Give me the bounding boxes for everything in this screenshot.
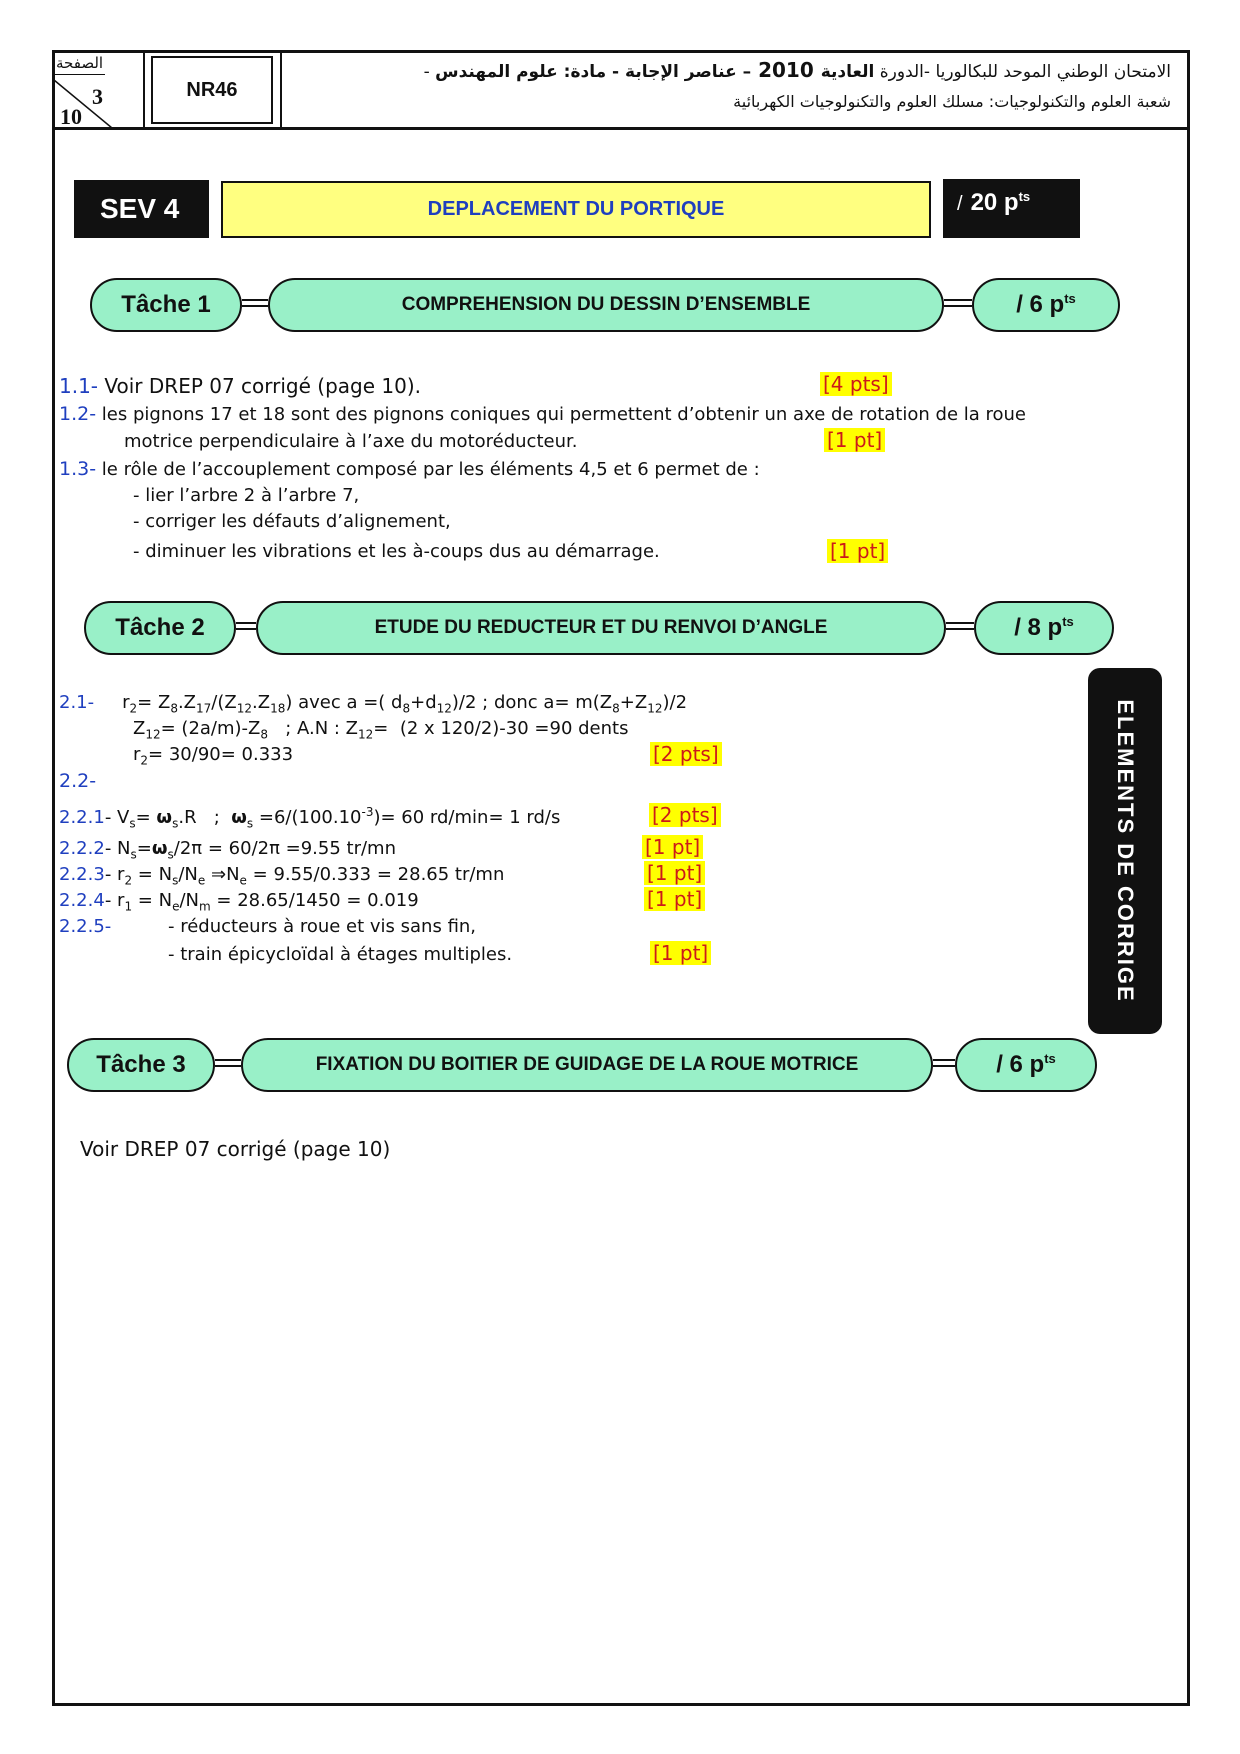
task-1-points: / 6 $p^{ts}$ [972,278,1120,332]
q2-2-5-points: [1 pt] [650,941,711,965]
task-1-banner [90,278,1120,332]
q2-2-5-bullet-2: - train épicycloïdal à étages multiples. [168,944,513,965]
task-2-name: Tâche 2 [84,601,236,655]
q1-3-bullet-2: - corriger les défauts d’alignement, [133,511,451,532]
task-1-title: COMPREHENSION DU DESSIN D’ENSEMBLE [268,278,944,332]
q1-2-points: [1 pt] [824,428,885,452]
side-label: ELEMENTS DE CORRIGE [1113,699,1138,1003]
task-1-name: Tâche 1 [90,278,242,332]
connector [236,622,256,630]
q2-2-1-points: [2 pts] [649,803,721,827]
connector [946,622,974,630]
q1-3-bullet-1: - lier l’arbre 2 à l’arbre 7, [133,485,360,506]
q1-2-line2: motrice perpendiculaire à l’axe du motoréducteur. [124,431,578,452]
title-cell [282,50,1185,130]
exam-header [52,50,1190,130]
sev-label: SEV 4 [74,180,209,238]
q3-text: Voir DREP 07 corrigé (page 10) [80,1137,391,1161]
exam-title-line2: شعبة العلوم والتكنولوجيات: مسلك العلوم والتكنولوجيات الكهربائية [733,92,1171,111]
q2-2-5-bullet-1: - réducteurs à roue et vis sans fin, [168,916,477,937]
q1-2-line1: 1.2- les pignons 17 et 18 sont des pignons coniques qui permettent d’obtenir un axe de rotation de la roue [59,403,1026,425]
q2-2-1: 2.2.1- $V_s= \omega_s.R$ ; $\omega_s =6/(100.10^{-3})= 60$ rd/min= 1 rd/s [59,805,561,831]
q2-2-4-points: [1 pt] [644,887,705,911]
q2-2-5: 2.2.5- [59,916,112,937]
q2-2-2: 2.2.2- $N_s=\omega_s/2\pi = 60/2\pi =9.55$ tr/mn [59,838,396,862]
q2-1-line3: $r_2= 30/90= 0.333$ [133,744,294,768]
q2-2: 2.2- [59,770,97,792]
connector [242,299,268,307]
q2-1-points: [2 pts] [650,742,722,766]
page-label: الصفحة [56,54,104,72]
task-3-title: FIXATION DU BOITIER DE GUIDAGE DE LA ROUE MOTRICE [241,1038,933,1092]
exam-title-line1: الامتحان الوطني الموحد للبكالوريا -الدورة العادية 2010 – عناصر الإجابة - مادة: علوم المهندس - [423,58,1171,82]
q1-3-points: [1 pt] [827,539,888,563]
connector [944,299,972,307]
q2-2-4: 2.2.4- $r_1 = N_e/N_m = 28.65/1450 = 0.019$ [59,890,419,914]
task-3-points: / 6 $p^{ts}$ [955,1038,1097,1092]
task-3-banner [67,1038,1097,1092]
q2-1-line1: 2.1- $r_2= Z_8.Z_{17}/(Z_{12}.Z_{18})$ avec a =( $d_8+d_{12})/2$ ; donc $a= m(Z_8+Z_{12})/2$ [59,692,688,716]
page-total: 10 [60,104,82,129]
sev-title: DEPLACEMENT DU PORTIQUE [221,181,931,238]
code-cell [145,50,282,130]
task-3-name: Tâche 3 [67,1038,215,1092]
page-current: 3 [92,84,103,109]
q2-2-3-points: [1 pt] [644,861,705,885]
page-number-cell [52,50,145,130]
side-label-box [1088,668,1162,1034]
q1-1-points: [4 pts] [820,372,892,396]
task-2-banner [84,601,1114,655]
q1-1: 1.1- Voir DREP 07 corrigé (page 10). [59,374,422,398]
task-2-points: / 8 $p^{ts}$ [974,601,1114,655]
connector [215,1059,241,1067]
q1-3: 1.3- le rôle de l’accouplement composé par les éléments 4,5 et 6 permet de : [59,458,760,480]
connector [933,1059,955,1067]
task-2-title: ETUDE DU REDUCTEUR ET DU RENVOI D’ANGLE [256,601,946,655]
q2-2-3: 2.2.3- $r_2 = N_s/N_e$ $\Rightarrow N_e = 9.55/0.333 = 28.65$ tr/mn [59,864,505,888]
exam-code: NR46 [151,56,273,124]
q2-2-2-points: [1 pt] [642,835,703,859]
q1-3-bullet-3: - diminuer les vibrations et les à-coups dus au démarrage. [133,541,660,562]
sev-points: / 20 $p^{ts}$ [943,179,1080,238]
q2-1-line2: $Z_{12}= (2a/m)-Z_8$ ; A.N : $Z_{12}= (2$ x 120/2)-30 =90 dents [133,718,629,742]
